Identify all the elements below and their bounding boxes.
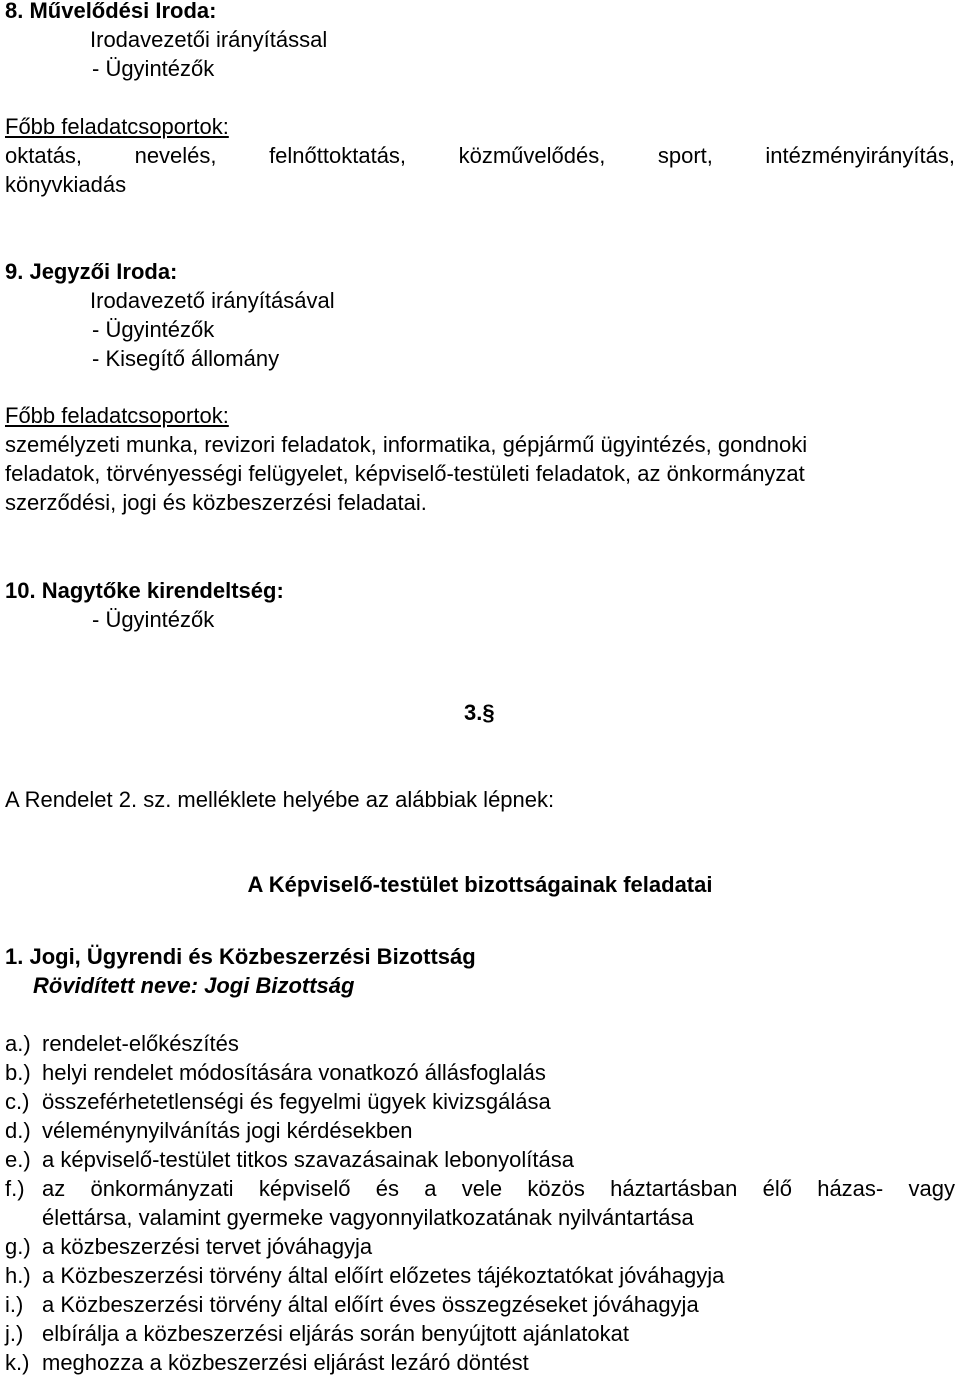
task-word: intézményirányítás, [765, 143, 955, 168]
section-9-tasks-label: Főbb feladatcsoportok: [5, 403, 229, 428]
section-8-heading: 8. Művelődési Iroda: [5, 0, 217, 23]
list-item: b.) helyi rendelet módosítására vonatkozó állásfoglalás [5, 1060, 546, 1085]
section-9-tasks-line: feladatok, törvényességi felügyelet, képviselő-testületi feladatok, az önkormányzat [5, 461, 805, 486]
section-8-management: Irodavezetői irányítással [90, 27, 328, 52]
list-item: a.) rendelet-előkészítés [5, 1031, 239, 1056]
list-item: h.) a Közbeszerzési törvény által előírt előzetes tájékoztatókat jóváhagyja [5, 1263, 725, 1288]
list-item: i.) a Közbeszerzési törvény által előírt éves összegzéseket jóváhagyja [5, 1292, 699, 1317]
section-8-staff: - Ügyintézők [92, 56, 215, 81]
committee-1-short-name: Rövidített neve: Jogi Bizottság [33, 973, 355, 998]
list-item: k.) meghozza a közbeszerzési eljárást lezáró döntést [5, 1350, 529, 1375]
task-word: sport, [657, 143, 713, 168]
section-9-tasks-line: szerződési, jogi és közbeszerzési feladatai. [5, 490, 427, 515]
list-item: c.) összeférhetetlenségi és fegyelmi ügyek kivizsgálása [5, 1089, 551, 1114]
list-item: d.) véleménynyilvánítás jogi kérdésekben [5, 1118, 413, 1143]
section-9-support-staff: - Kisegítő állomány [92, 346, 280, 371]
section-9-staff: - Ügyintézők [92, 317, 215, 342]
list-item-continuation: élettársa, valamint gyermeke vagyonnyilatkozatának nyilvántartása [42, 1205, 694, 1230]
list-item: e.) a képviselő-testület titkos szavazásainak lebonyolítása [5, 1147, 574, 1172]
list-item: g.) a közbeszerzési tervet jóváhagyja [5, 1234, 373, 1259]
section-9-tasks-line: személyzeti munka, revizori feladatok, informatika, gépjármű ügyintézés, gondnoki [5, 432, 808, 457]
task-word: közművelődés, [458, 143, 606, 168]
amendment-intro: A Rendelet 2. sz. melléklete helyébe az alábbiak lépnek: [5, 787, 555, 812]
task-word: nevelés, [134, 143, 217, 168]
task-word: felnőttoktatás, [269, 143, 407, 168]
list-item: j.) elbírálja a közbeszerzési eljárás során benyújtott ajánlatokat [5, 1321, 629, 1346]
section-8-tasks-label: Főbb feladatcsoportok: [5, 114, 229, 139]
section-8-tasks-line [5, 141, 955, 170]
section-9-management: Irodavezető irányításával [90, 288, 335, 313]
section-8-tasks-last: könyvkiadás [5, 172, 127, 197]
section-10-heading: 10. Nagytőke kirendeltség: [5, 578, 284, 603]
section-9-heading: 9. Jegyzői Iroda: [5, 259, 178, 284]
list-item: f.) az önkormányzati képviselő és a vele közös háztartásban élő házas- vagy [5, 1176, 955, 1201]
committee-1-title: 1. Jogi, Ügyrendi és Közbeszerzési Bizottság [5, 944, 476, 969]
committees-title: A Képviselő-testület bizottságainak feladatai [247, 872, 713, 897]
task-word: oktatás, [5, 143, 83, 168]
list-item-text: az önkormányzati képviselő és a vele közös háztartásban élő házas- vagy [42, 1176, 955, 1201]
section-mark: 3.§ [464, 700, 495, 725]
section-10-staff: - Ügyintézők [92, 607, 215, 632]
